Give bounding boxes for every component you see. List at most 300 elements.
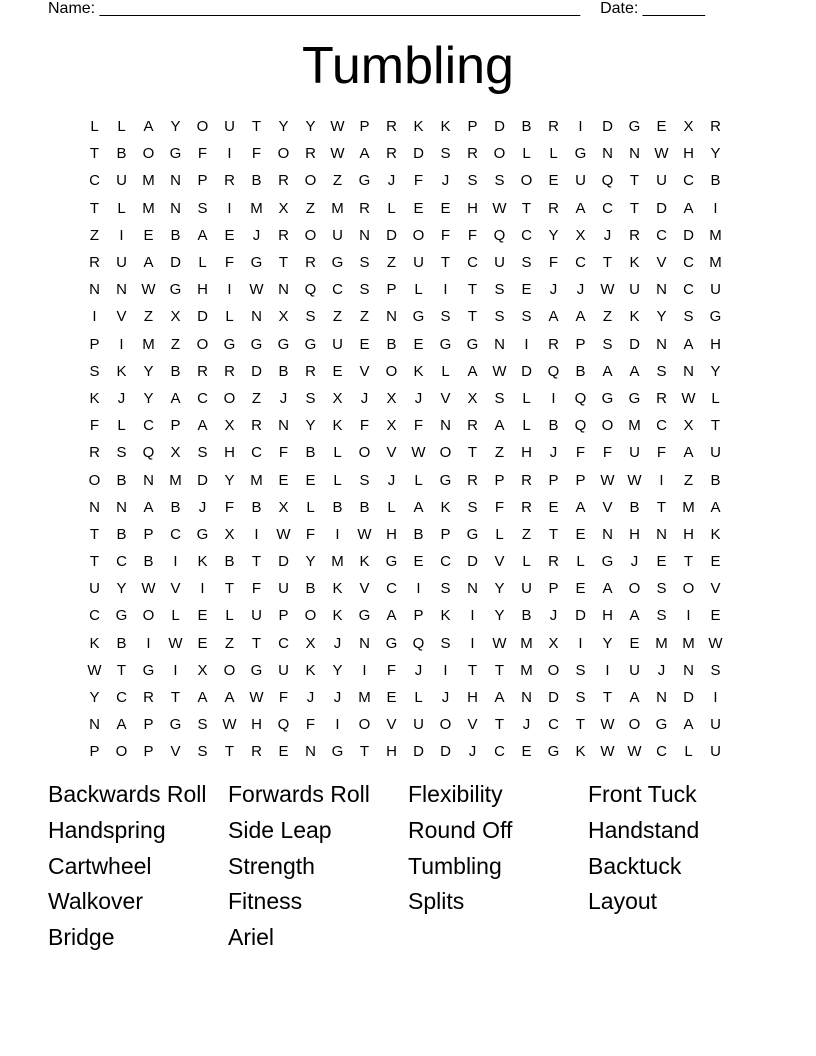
grid-letter: G [304,335,317,353]
grid-letter: C [170,525,181,543]
grid-letter: V [602,498,613,516]
grid-letter: W [627,471,642,489]
grid-letter: O [520,172,533,190]
grid-letter: N [359,634,370,652]
grid-letter: X [386,389,397,407]
grid-letter: B [251,498,262,516]
grid-letter: K [359,553,370,571]
grid-letter: T [467,281,478,299]
grid-letter: U [629,281,640,299]
grid-letter: A [548,308,559,326]
grid-letter: H [467,199,478,217]
grid-letter: E [197,607,208,625]
grid-letter: Z [170,335,181,353]
grid-letter: L [414,689,423,707]
grid-letter: O [358,444,371,462]
grid-letter: I [335,525,340,543]
grid-letter: C [656,226,667,244]
grid-letter: N [89,716,100,734]
grid-letter: G [169,281,182,299]
grid-letter: W [87,661,102,679]
grid-letter: F [413,417,424,435]
grid-letter: B [305,444,316,462]
grid-letter: I [146,634,151,652]
grid-letter: E [548,172,559,190]
grid-letter: E [143,226,154,244]
grid-letter: O [196,118,209,136]
grid-letter: R [224,172,235,190]
grid-letter: L [387,199,396,217]
grid-letter: V [359,362,370,380]
grid-letter: A [170,389,181,407]
grid-letter: L [333,471,342,489]
grid-letter: N [656,525,667,543]
grid-letter: M [520,634,533,652]
grid-letter: S [467,172,478,190]
grid-letter: M [142,199,155,217]
grid-letter: L [387,498,396,516]
grid-letter: L [90,118,99,136]
grid-letter: B [278,362,289,380]
grid-letter: Y [602,634,613,652]
grid-letter: P [413,607,424,625]
grid-letter: U [710,444,721,462]
grid-letter: A [197,417,208,435]
grid-letter: C [521,226,532,244]
grid-letter: K [440,607,451,625]
grid-letter: G [223,335,236,353]
grid-letter: I [173,661,178,679]
grid-letter: T [359,743,370,761]
grid-letter: R [548,335,559,353]
grid-letter: L [198,254,207,272]
grid-letter: C [656,417,667,435]
grid-letter: G [628,389,641,407]
grid-letter: N [89,281,100,299]
grid-letter: G [277,335,290,353]
word-list-item: Splits [408,888,465,915]
grid-letter: E [197,634,208,652]
grid-letter: B [170,498,181,516]
grid-letter: F [494,498,505,516]
grid-letter: I [254,525,259,543]
grid-letter: K [332,607,343,625]
grid-letter: D [629,335,640,353]
grid-letter: U [575,172,586,190]
grid-letter: P [440,525,451,543]
grid-letter: P [548,471,559,489]
word-list-item: Flexibility [408,781,503,807]
grid-letter: K [710,525,721,543]
grid-letter: T [602,689,613,707]
grid-letter: W [492,199,507,217]
grid-letter: H [251,716,262,734]
grid-letter: I [227,281,232,299]
grid-letter: S [683,308,694,326]
grid-letter: R [548,553,559,571]
grid-letter: R [89,254,100,272]
grid-letter: L [522,389,531,407]
grid-letter: J [252,226,261,244]
grid-letter: F [278,689,289,707]
grid-letter: A [629,362,640,380]
grid-letter: C [89,607,100,625]
grid-letter: G [250,661,263,679]
grid-letter: B [359,498,370,516]
grid-letter: Y [305,118,316,136]
grid-letter: J [576,281,585,299]
grid-letter: A [224,689,235,707]
grid-letter: U [710,281,721,299]
grid-letter: E [575,525,586,543]
grid-letter: A [359,145,370,163]
grid-letter: L [117,199,126,217]
grid-letter: N [386,308,397,326]
grid-letter: S [305,389,316,407]
grid-letter: B [386,335,397,353]
grid-letter: C [116,689,127,707]
grid-letter: W [330,145,345,163]
word-list-item: Tumbling [408,852,502,879]
word-list-item: Round Off [408,816,513,843]
grid-letter: I [713,199,718,217]
grid-letter: N [305,743,316,761]
grid-letter: C [467,254,478,272]
grid-letter: D [575,607,586,625]
grid-letter: W [249,281,264,299]
grid-letter: Y [116,580,127,598]
grid-letter: N [89,498,100,516]
grid-letter: U [656,172,667,190]
grid-letter: F [89,417,100,435]
word-list-item: Front Tuck [588,781,697,807]
grid-letter: M [142,335,155,353]
grid-letter: N [359,226,370,244]
grid-letter: A [683,716,694,734]
grid-letter: U [116,172,127,190]
grid-letter: E [629,634,640,652]
grid-letter: S [359,471,370,489]
grid-letter: D [494,118,505,136]
grid-letter: L [414,471,423,489]
grid-letter: L [684,743,693,761]
word-list-item: Layout [588,888,658,915]
grid-letter: Y [143,362,154,380]
grid-letter: Q [601,172,614,190]
grid-letter: Y [89,689,100,707]
grid-letter: C [251,444,262,462]
grid-letter: F [359,417,370,435]
grid-letter: S [494,389,505,407]
grid-letter: T [224,743,235,761]
grid-letter: N [683,362,694,380]
grid-letter: F [386,661,397,679]
grid-letter: G [115,607,128,625]
grid-letter: U [710,743,721,761]
grid-letter: Z [494,444,505,462]
grid-letter: P [575,335,586,353]
word-list-item: Ariel [228,924,275,951]
grid-letter: X [278,308,289,326]
grid-letter: U [521,580,532,598]
grid-letter: R [143,689,154,707]
grid-letter: S [89,362,100,380]
grid-letter: B [548,417,559,435]
grid-letter: R [386,145,397,163]
grid-letter: S [710,661,721,679]
grid-letter: Z [143,308,154,326]
grid-letter: E [710,553,721,571]
grid-letter: S [305,308,316,326]
grid-letter: I [173,553,178,571]
grid-letter: U [251,607,262,625]
grid-letter: O [196,335,209,353]
grid-letter: T [683,553,694,571]
grid-letter: W [249,689,264,707]
grid-letter: C [656,743,667,761]
grid-letter: E [332,362,343,380]
grid-letter: O [115,743,128,761]
grid-letter: R [467,417,478,435]
grid-letter: Q [574,417,587,435]
grid-letter: A [197,689,208,707]
grid-letter: I [362,661,367,679]
grid-letter: G [655,716,668,734]
grid-letter: D [170,254,181,272]
name-field-label: Name: ______________________________________________________ [48,0,581,17]
grid-letter: R [359,199,370,217]
grid-letter: Z [224,634,235,652]
grid-letter: W [222,716,237,734]
grid-letter: R [305,254,316,272]
grid-letter: X [170,308,181,326]
word-list-item: Handstand [588,816,700,843]
grid-letter: M [169,471,182,489]
grid-letter: K [89,634,100,652]
grid-letter: U [629,661,640,679]
grid-letter: H [629,525,640,543]
grid-letter: M [358,689,371,707]
grid-letter: R [521,471,532,489]
grid-letter: L [333,444,342,462]
grid-letter: K [629,308,640,326]
grid-letter: A [494,689,505,707]
grid-letter: N [440,417,451,435]
grid-letter: W [627,743,642,761]
grid-letter: U [116,254,127,272]
grid-letter: D [656,199,667,217]
grid-letter: B [521,607,532,625]
grid-letter: N [116,281,127,299]
grid-letter: O [439,716,452,734]
grid-letter: G [412,308,425,326]
grid-letter: G [358,607,371,625]
grid-letter: E [521,743,532,761]
grid-letter: R [224,362,235,380]
grid-letter: V [170,743,181,761]
grid-letter: Y [548,226,559,244]
grid-letter: T [251,553,262,571]
grid-letter: S [440,580,451,598]
grid-letter: W [357,525,372,543]
grid-letter: I [335,716,340,734]
grid-letter: K [440,118,451,136]
grid-letter: S [467,498,478,516]
word-list-item: Backtuck [588,852,682,879]
grid-letter: I [416,580,421,598]
grid-letter: R [197,362,208,380]
grid-letter: S [494,172,505,190]
grid-letter: J [522,716,531,734]
grid-letter: P [575,471,586,489]
grid-letter: F [440,226,451,244]
grid-letter: Y [494,607,505,625]
grid-letter: T [575,716,586,734]
grid-letter: L [522,553,531,571]
grid-letter: Y [305,417,316,435]
grid-letter: Z [683,471,694,489]
grid-letter: F [602,444,613,462]
grid-letter: N [629,145,640,163]
grid-letter: Q [493,226,506,244]
grid-letter: T [710,417,721,435]
grid-letter: I [443,661,448,679]
grid-letter: M [331,199,344,217]
grid-letter: H [197,281,208,299]
grid-letter: N [656,335,667,353]
grid-letter: I [227,145,232,163]
grid-letter: Z [332,308,343,326]
grid-letter: C [683,281,694,299]
grid-letter: C [89,172,100,190]
grid-letter: O [142,145,155,163]
grid-letter: M [520,661,533,679]
grid-letter: M [250,471,263,489]
grid-letter: P [278,607,289,625]
grid-letter: R [251,743,262,761]
grid-letter: T [251,634,262,652]
grid-letter: A [575,308,586,326]
grid-letter: G [331,743,344,761]
grid-letter: I [659,471,664,489]
grid-letter: S [494,281,505,299]
grid-letter: J [549,444,558,462]
grid-letter: N [278,417,289,435]
grid-letter: C [116,553,127,571]
grid-letter: E [278,471,289,489]
grid-letter: K [332,580,343,598]
grid-letter: C [548,716,559,734]
grid-letter: U [224,118,235,136]
grid-letter: X [683,118,694,136]
grid-letter: K [629,254,640,272]
grid-letter: X [467,389,478,407]
grid-letter: O [223,661,236,679]
grid-letter: T [467,444,478,462]
grid-letter: P [197,172,208,190]
grid-letter: X [305,634,316,652]
grid-letter: O [439,444,452,462]
grid-letter: V [386,444,397,462]
grid-letter: L [522,417,531,435]
grid-letter: Q [574,389,587,407]
grid-letter: J [387,471,396,489]
grid-letter: X [224,417,235,435]
grid-letter: G [439,471,452,489]
grid-letter: D [683,226,694,244]
grid-letter: V [656,254,667,272]
grid-letter: U [494,254,505,272]
grid-letter: V [386,716,397,734]
grid-letter: A [197,226,208,244]
grid-letter: U [89,580,100,598]
grid-letter: N [494,335,505,353]
grid-letter: H [602,607,613,625]
grid-letter: G [709,308,722,326]
grid-letter: S [656,580,667,598]
grid-letter: B [413,525,424,543]
grid-letter: L [522,145,531,163]
grid-letter: P [170,417,181,435]
grid-letter: T [629,199,640,217]
word-list-item: Forwards Roll [228,781,370,807]
grid-letter: S [359,281,370,299]
grid-letter: D [413,145,424,163]
grid-letter: S [440,634,451,652]
grid-letter: Z [89,226,100,244]
grid-letter: T [521,199,532,217]
grid-letter: P [89,743,100,761]
grid-letter: A [494,417,505,435]
grid-letter: G [628,118,641,136]
grid-letter: H [521,444,532,462]
grid-letter: I [713,689,718,707]
grid-letter: N [521,689,532,707]
word-list-item: Backwards Roll [48,781,207,807]
grid-letter: I [443,281,448,299]
grid-letter: G [385,634,398,652]
grid-letter: A [143,498,154,516]
grid-letter: F [305,716,316,734]
grid-letter: N [656,281,667,299]
grid-letter: E [548,498,559,516]
grid-letter: M [250,199,263,217]
grid-letter: F [305,525,316,543]
grid-letter: P [494,471,505,489]
grid-letter: A [629,607,640,625]
grid-letter: L [117,118,126,136]
grid-letter: C [440,553,451,571]
grid-letter: Z [251,389,262,407]
grid-letter: T [440,254,451,272]
grid-letter: H [683,145,694,163]
grid-letter: F [278,444,289,462]
grid-letter: F [548,254,559,272]
grid-letter: C [602,199,613,217]
grid-letter: R [278,172,289,190]
grid-letter: J [306,689,315,707]
grid-letter: X [170,444,181,462]
grid-letter: T [467,308,478,326]
grid-letter: X [197,661,208,679]
grid-letter: O [628,580,641,598]
grid-letter: J [549,281,558,299]
grid-letter: I [200,580,205,598]
grid-letter: R [548,199,559,217]
grid-letter: J [333,634,342,652]
grid-letter: H [386,525,397,543]
grid-letter: E [656,118,667,136]
